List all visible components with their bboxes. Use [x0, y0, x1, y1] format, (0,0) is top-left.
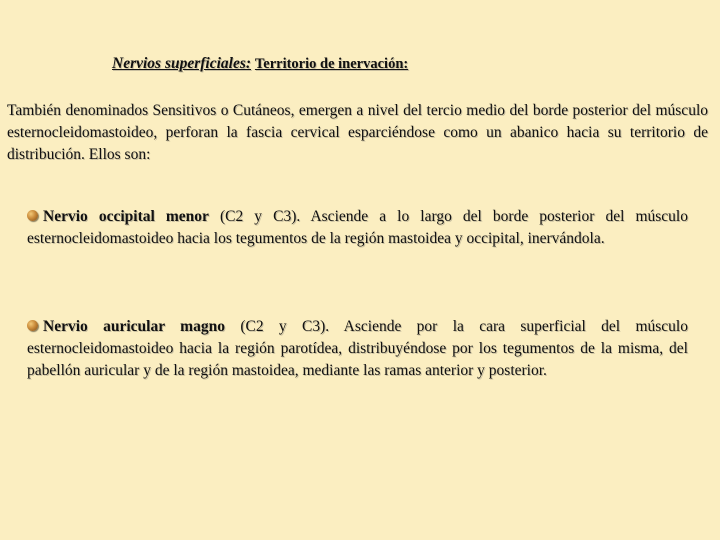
bullet-text: (C2 y C3). Asciende a lo largo del borde posterior del músculo esternocleidomastoideo hacia los tegumentos de la región mastoidea y occipital, inervándola.: [27, 208, 688, 247]
bullet-sphere-icon: [27, 320, 38, 331]
title-subtitle: Territorio de inervación:: [254, 56, 409, 72]
intro-paragraph: También denominados Sensitivos o Cutáneos, emergen a nivel del tercio medio del borde posterior del músculo esternocleidomastoideo, perforan la fascia cervical esparciéndose como un abanico hacia su territorio de distribución. Ellos son:: [7, 102, 708, 163]
slide-title: [112, 55, 672, 73]
bullet-text: (C2 y C3). Asciende por la cara superficial del músculo esternocleidomastoideo hacia la región parotídea, distribuyéndose por los tegumentos de la misma, del pabellón auricular y de la región mastoidea, mediante las ramas anterior y posterior.: [27, 318, 688, 379]
bullet-occipital-menor: [27, 206, 688, 250]
bullet-term: Nervio auricular magno: [43, 318, 225, 335]
bullet-auricular-magno: [27, 316, 688, 382]
bullet-term: Nervio occipital menor: [43, 208, 209, 225]
bullet-sphere-icon: [27, 210, 38, 221]
title-italic: Nervios superficiales:: [112, 55, 252, 72]
